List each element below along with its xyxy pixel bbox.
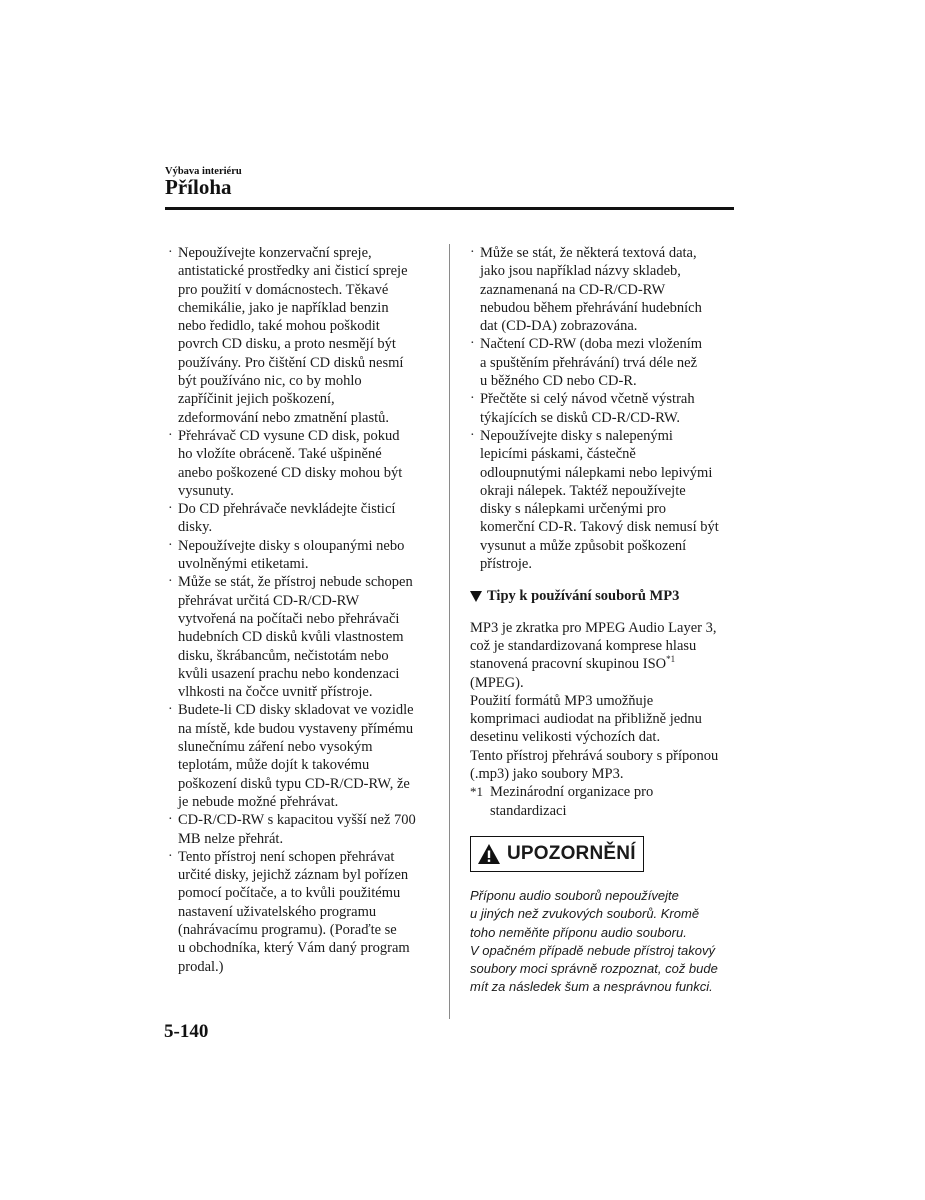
text-line: Tento přístroj není schopen přehrávat [178,848,395,865]
footnote-text [486,783,736,820]
text-line: a spuštěním přehrávání) trvá déle než [480,354,698,371]
text-line: u obchodníka, který Vám daný program [178,940,410,957]
bullet-item [470,427,736,573]
text-line: u jiných než zvukových souborů. Kromě [470,906,700,922]
text-span: stanovená pracovní skupinou ISO [470,656,667,673]
text-line: určité disky, jejichž záznam byl pořízen [178,867,409,884]
text-line: uvolněnými etiketami. [178,556,309,573]
text-line: pomocí počítače, a to kvůli použitému [178,885,401,902]
page-number: 5-140 [164,1021,209,1042]
bullet-item [168,500,436,537]
text-line: antistatické prostředky ani čisticí spreje [178,263,408,280]
text-line: Načtení CD-RW (doba mezi vložením [480,336,703,353]
footnote-ref: *1 [666,654,676,665]
mp3-subheading-text: Tipy k používání souborů MP3 [487,588,680,605]
page-title: Příloha [165,175,232,199]
text-line: disku, škrábancům, nečistotám nebo [178,647,389,664]
text-line: CD-R/CD-RW s kapacitou vyšší než 700 [178,812,416,829]
text-line: Může se stát, že některá textová data, [480,245,697,261]
bullet-dot-icon: · [168,537,173,553]
text-line: hudebních CD disků kvůli vlastnostem [178,629,404,646]
text-line: teplotám, může dojít k takovému [178,757,370,774]
bullet-dot-icon: · [168,501,173,517]
bullet-item [168,848,436,976]
text-line: Přehrávač CD vysune CD disk, pokud [178,427,400,444]
title-rule [165,207,734,210]
text-line: vytvořená na počítači nebo přehrávači [178,610,400,627]
text-line: zdeformování nebo zmatnění plastů. [178,409,389,426]
text-line: komprimaci audiodat na přibližně jednu [470,711,702,728]
text-line: dat (CD-DA) zobrazována. [480,318,638,335]
text-line: Tento přístroj přehrává soubory s příponou [470,747,719,764]
text-line: povrch CD disku, a proto nesmějí být [178,336,396,353]
text-line [470,655,736,673]
text-line: chemikálie, jako je například benzin [178,299,389,316]
text-line: přehrávat určitá CD-R/CD-RW [178,592,360,609]
text-line: Nepoužívejte disky s nalepenými [480,427,673,444]
warning-icon [477,843,501,865]
text-line: MP3 je zkratka pro MPEG Audio Layer 3, [470,619,717,636]
bullet-item [168,701,436,811]
text-line: týkajících se disků CD-R/CD-RW. [480,409,681,426]
right-bullet-list [470,244,736,573]
text-line: Mezinárodní organizace pro [490,784,654,801]
text-line: MB nelze přehrát. [178,830,284,847]
text-line: V opačném případě nebude přístroj takový [470,942,715,958]
mp3-paragraph-2 [470,692,736,747]
right-column [470,244,736,997]
text-line: zapříčinit jejich poškození, [178,391,335,408]
bullet-item [168,573,436,701]
text-line: mít za následek šum a nesprávnou funkci. [470,979,713,995]
text-line: vlhkosti na čočce uvnitř přístroje. [178,684,373,701]
text-line: Přečtěte si celý návod včetně výstrah [480,391,695,408]
text-line: u běžného CD nebo CD-R. [480,373,637,390]
text-line: což je standardizovaná komprese hlasu [470,637,697,654]
text-line: vysunut a může způsobit poškození [480,537,687,554]
text-line: být používáno nic, co by mohlo [178,373,362,390]
text-line: standardizaci [490,802,567,819]
bullet-dot-icon: · [168,427,173,443]
text-line: (MPEG). [470,674,524,691]
bullet-dot-icon: · [168,848,173,864]
bullet-dot-icon: · [168,574,173,590]
bullet-dot-icon: · [168,702,173,718]
text-line: nastavení uživatelského programu [178,903,377,920]
text-line: Nepoužívejte disky s oloupanými nebo [178,537,405,554]
text-line: poškození disků typu CD-R/CD-RW, že [178,775,410,792]
mp3-subheading [470,587,736,605]
text-line: Může se stát, že přístroj nebude schopen [178,574,413,591]
bullet-dot-icon: · [168,245,173,260]
text-line: kvůli usazení prachu nebo kondenzaci [178,665,400,682]
left-column [168,244,436,976]
text-line: pro použití v domácnostech. Těkavé [178,281,389,298]
text-line: nebo ředidlo, také mohou poškodit [178,318,380,335]
text-line: používány. Pro čištění CD disků nesmí [178,354,404,371]
text-line: komerční CD-R. Takový disk nemusí být [480,519,719,536]
text-line: je nebude možné přehrávat. [178,793,339,810]
text-line: prodal.) [178,958,224,975]
caution-text [470,887,736,997]
bullet-item [168,537,436,574]
text-line: slunečnímu záření nebo vysokým [178,739,373,756]
bullet-dot-icon: · [470,391,475,407]
bullet-item [470,390,736,427]
footnote [470,783,736,820]
text-line: soubory moci správně rozpoznat, což bude [470,961,718,977]
text-line: disky. [178,519,213,536]
bullet-dot-icon: · [168,812,173,828]
text-line: Nepoužívejte konzervační spreje, [178,245,372,261]
bullet-item [168,811,436,848]
bullet-dot-icon: · [470,336,475,352]
text-line: vysunuty. [178,482,234,499]
text-line: na místě, kde budou vystaveny přímému [178,720,414,737]
section-label: Výbava interiéru [165,166,242,177]
text-line: jako jsou například názvy skladeb, [480,263,681,280]
bullet-item [168,244,436,427]
text-line: disky s nálepkami určenými pro [480,501,667,518]
bullet-item [168,427,436,500]
text-line: přístroje. [480,556,532,573]
text-line: Příponu audio souborů nepoužívejte [470,887,679,903]
text-line: okraji nálepek. Taktéž nepoužívejte [480,482,686,499]
triangle-down-icon [470,591,482,602]
text-line: lepicími páskami, částečně [480,446,636,463]
bullet-item [470,335,736,390]
text-line: ho vložíte obráceně. Také ušpiněné [178,446,382,463]
text-line: (.mp3) jako soubory MP3. [470,766,624,783]
caution-label: UPOZORNĚNÍ [507,842,636,864]
text-line: Použití formátů MP3 umožňuje [470,692,654,709]
text-line: desetinu velikosti výchozích dat. [470,729,661,746]
footnote-mark: *1 [470,784,483,800]
mp3-paragraph-3 [470,747,736,784]
text-line: toho neměňte příponu audio souboru. [470,924,687,940]
column-divider [449,244,450,1019]
text-line: anebo poškozené CD disky mohou být [178,464,403,481]
mp3-paragraph-1 [470,619,736,692]
left-bullet-list [168,244,436,976]
bullet-item [470,244,736,335]
caution-box [470,836,644,872]
text-line: nebudou během přehrávání hudebních [480,299,702,316]
text-line: zaznamenaná na CD-R/CD-RW [480,281,666,298]
text-line: Do CD přehrávače nevkládejte čisticí [178,501,396,518]
bullet-dot-icon: · [470,245,475,260]
bullet-dot-icon: · [470,427,475,443]
text-line: odloupnutými nálepkami nebo lepivými [480,464,713,481]
text-line: Budete-li CD disky skladovat ve vozidle [178,702,414,719]
text-line: (nahrávacímu programu). (Poraďte se [178,921,397,938]
